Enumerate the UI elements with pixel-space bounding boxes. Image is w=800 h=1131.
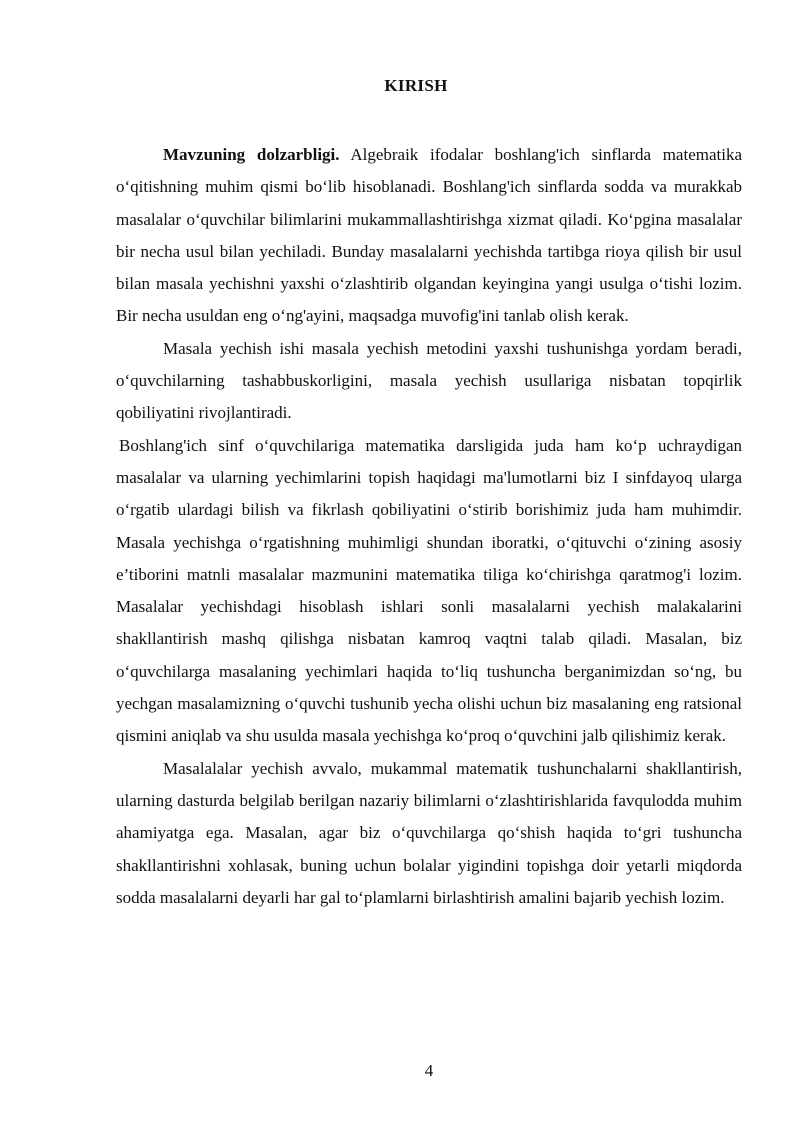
- page-number: 4: [424, 1061, 434, 1080]
- section-heading: KIRISH: [384, 76, 448, 95]
- paragraph: Masala yechish ishi masala yechish metodini yaxshi tushunishga yordam beradi, o‘quvchilarning tashabbuskorligini, masala yechish usullariga nisbatan topqirlik qobiliyatini rivojlantiradi.: [116, 338, 742, 423]
- paragraph: Boshlang'ich sinf o‘quvchilariga matematika darsligida juda ham ko‘p uchraydigan masalalar va ularning yechimlarini topish haqidagi ma'lumotlarni biz I sinfdayoq ularga o‘rgatib ulardagi bilish va fikrlash qobiliyatini o‘stirib borishimiz juda ham muhimdir. Masala yechishga o‘rgatishning muhimligi shundan iboratki, o‘qituvchi o‘zining asosiy e’tiborini matnli masalalar mazmunini matematika tiliga ko‘chirishga qaratmog'i lozim. Masalalar yechishdagi hisoblash ishlari sonli masalalarni yechish malakalarini shakllantirish mashq qilishga nisbatan kamroq vaqtni talab qiladi. Masalan, biz o‘quvchilarga masalaning yechimlari haqida to‘liq tushuncha berganimizdan so‘ng, bu yechgan masalamizning o‘quvchi tushunib yecha olishi uchun biz masalaning eng ratsional qismini aniqlab va shu usulda masala yechishga ko‘proq o‘quvchini jalb qilishimiz kerak.: [116, 435, 742, 746]
- paragraph-relevance: [116, 139, 742, 333]
- paragraph-text: Algebraik ifodalar boshlang'ich sinflarda matematika o‘qitishning muhim qismi bo‘lib hisoblanadi. Boshlang'ich sinflarda sodda va murakkab masalalar o‘quvchilar bilimlarini mukammallashtirishga xizmat qiladi. Ko‘pgina masalalar bir necha usul bilan yechiladi. Bunday masalalarni yechishda tartibga rioya qilish bir usul bilan masala yechishni yaxshi o‘zlashtirib olgandan keyingina yangi usulga o‘tishi lozim. Bir necha usuldan eng o‘ng'ayini, maqsadga muvofig'ini tanlab olish kerak.: [116, 145, 742, 326]
- body-text: [116, 139, 742, 914]
- paragraph: Masalalalar yechish avvalo, mukammal matematik tushunchalarni shakllantirish, ularning dasturda belgilab berilgan nazariy bilimlarni o‘zlashtirishlarida favqulodda muhim ahamiyatga ega. Masalan, agar biz o‘quvchilarga qo‘shish haqida to‘gri tushuncha shakllantirishni xohlasak, buning uchun bolalar yigindini topishga doir yetarli miqdorda sodda masalalarni deyarli har gal to‘plamlarni birlashtirish amalini bajarib yechish lozim.: [116, 758, 742, 907]
- paragraph-lead: Mavzuning dolzarbligi.: [163, 145, 340, 164]
